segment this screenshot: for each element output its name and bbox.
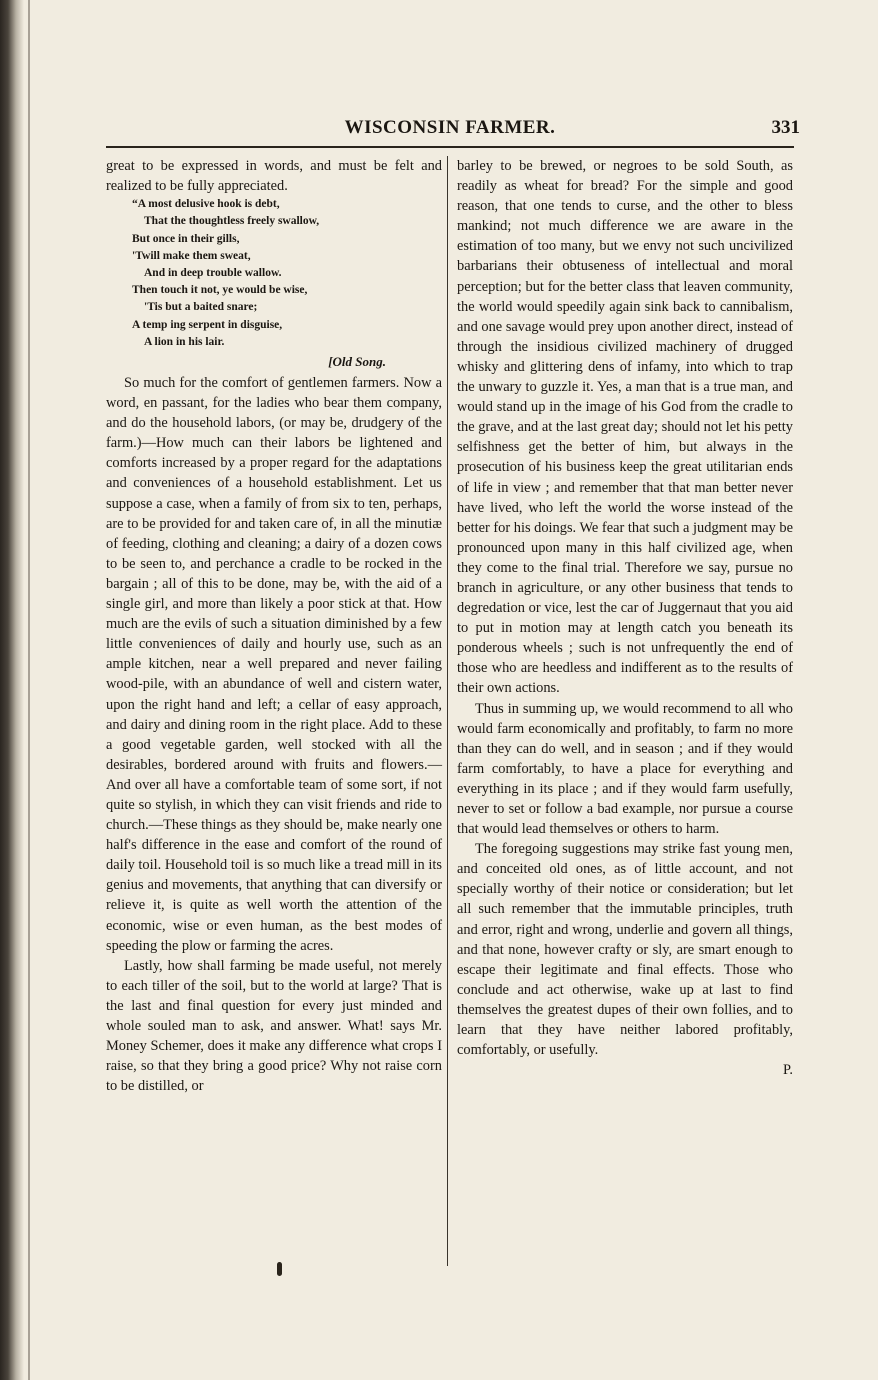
header-rule <box>106 146 794 148</box>
signature-line <box>457 1060 793 1080</box>
running-head: WISCONSIN FARMER. <box>344 117 556 138</box>
poem-line: “A most delusive hook is debt, <box>132 198 280 211</box>
poem-line: But once in their gills, <box>132 232 240 245</box>
page-number: 331 <box>771 117 800 138</box>
poem-line: Then touch it not, ye would be wise, <box>132 284 308 297</box>
paragraph-foregoing: The foregoing suggestions may strike fast young men, and conceited old ones, as of little account, and not specially worthy of their notice or consideration; but let all such remember that the immutable principles, truth and error, right and wrong, underlie and govern all things, and that none, however crafty or sly, are smart enough to escape their legitimate and final effects. Those who conclude and act otherwise, wake up at last to find themselves the greatest dupes of their own follies, and to learn that they have neither labored profitably, comfortably, or usefully. <box>457 841 793 1059</box>
right-column <box>457 156 793 1080</box>
poem-line: 'Twill make them sweat, <box>132 249 251 262</box>
author-signature: P. <box>782 1062 793 1079</box>
paragraph-continuation: barley to be brewed, or negroes to be sold South, as readily as wheat for bread? For the simple and good reason, that one tends to curse, and the other to bless mankind; not much difference we are aware in the estimation of too many, but we envy not such uncivilized barbarians their obtuseness of intellectual and moral perception; but for the better class that leaven community, the world would speedily again sink back to cannibalism, and one savage would prey upon another direct, instead of through the insidious civilized machinery of drugged whisky and glittering dens of infamy, into which to trap the unwary to guzzle it. Yes, a man that is a true man, and would stand up in the image of his God from the cradle to the grave, and at the last great day; should not let his petty selfishness get the better of him, but always in the prosecution of his business keep the great utilitarian ends of life in view ; and remember that that man better never have lived, who left the world the worse instead of the better for his doings. We fear that such a judgment may be pronounced upon many in this half civilized age, when they come to the final trial. Therefore we say, pursue no branch in agriculture, or any other business that tends to degredation or vice, lest the car of Juggernaut that you aid to put in motion may at length catch you beneath its ponderous wheels ; such is not unfrequently the end of those who are heedless and indifferent as to the results of their own actions. <box>457 158 793 697</box>
paragraph-lastly: Lastly, how shall farming be made useful, not merely to each tiller of the soil, but to the world at large? That is the last and final question for every just minded and whole souled man to ask, and answer. What! says Mr. Money Schemer, does it make any difference what crops I raise, so that they bring a good price? Why not raise corn to be distilled, or <box>106 957 442 1095</box>
binding-rule <box>28 0 30 1380</box>
poem-quote <box>132 196 442 351</box>
poem-line: A lion in his lair. <box>144 335 225 348</box>
page-header <box>100 115 800 145</box>
left-column <box>106 156 442 1096</box>
paragraph-summing-up: Thus in summing up, we would recommend to all who would farm economically and profitably, to farm no more than they can do well, and in season ; and if they would farm comfortably, to have a place for everything and everything in its place ; and if they would farm usefully, never to set or follow a bad example, nor pursue a course that would lead themselves or others to harm. <box>457 700 793 838</box>
poem-line: That the thoughtless freely swallow, <box>144 215 320 228</box>
poem-line: A temp ing serpent in disguise, <box>132 318 283 331</box>
column-divider <box>447 156 448 1266</box>
paragraph-opening: great to be expressed in words, and must be felt and realized to be fully appreciated. <box>106 158 442 195</box>
poem-attribution: [Old Song. <box>328 354 386 370</box>
poem-line: And in deep trouble wallow. <box>144 267 282 279</box>
ink-blot <box>277 1262 282 1276</box>
paragraph-ladies: So much for the comfort of gentlemen farmers. Now a word, en passant, for the ladies who bear them company, and do the household labors, (or may be, drudgery of the farm.)—How much can their labors be lightened and comforts increased by a proper regard for the adaptations and conveniences of a household establishment. Let us suppose a case, when a family of from six to ten, perhaps, are to be provided for and taken care of, in all the minutiæ of feeding, clothing and cleaning; a dairy of a dozen cows to be seen to, and perchance a cradle to be rocked in the bargain ; all of this to be done, may be, with the aid of a single girl, and more than likely a poor stick at that. How much are the evils of such a situation diminished by a few little conveniences of daily and hourly use, such as an ample kitchen, near a well prepared and never failing wood-pile, with an abundance of well and cistern water, upon the right hand and left; a cellar of easy approach, and dairy and dining room in the right place. Add to these a good vegetable garden, well stocked with all the desirables, bordered around with fruits and flowers.—And over all have a comfortable team of some sort, if not quite so stylish, in which they can visit friends and ride to church.—These things as they should be, make nearly one half's difference in the ease and comfort of the round of daily toil. Household toil is so much like a tread mill in its genius and movements, that anything that can diversify or relieve it, is quite as well worth the attention of the economic, wise or even human, as the best modes of speeding the plow or farming the acres. <box>106 375 442 954</box>
binding-shadow <box>0 0 24 1380</box>
poem-line: 'Tis but a baited snare; <box>144 301 258 314</box>
